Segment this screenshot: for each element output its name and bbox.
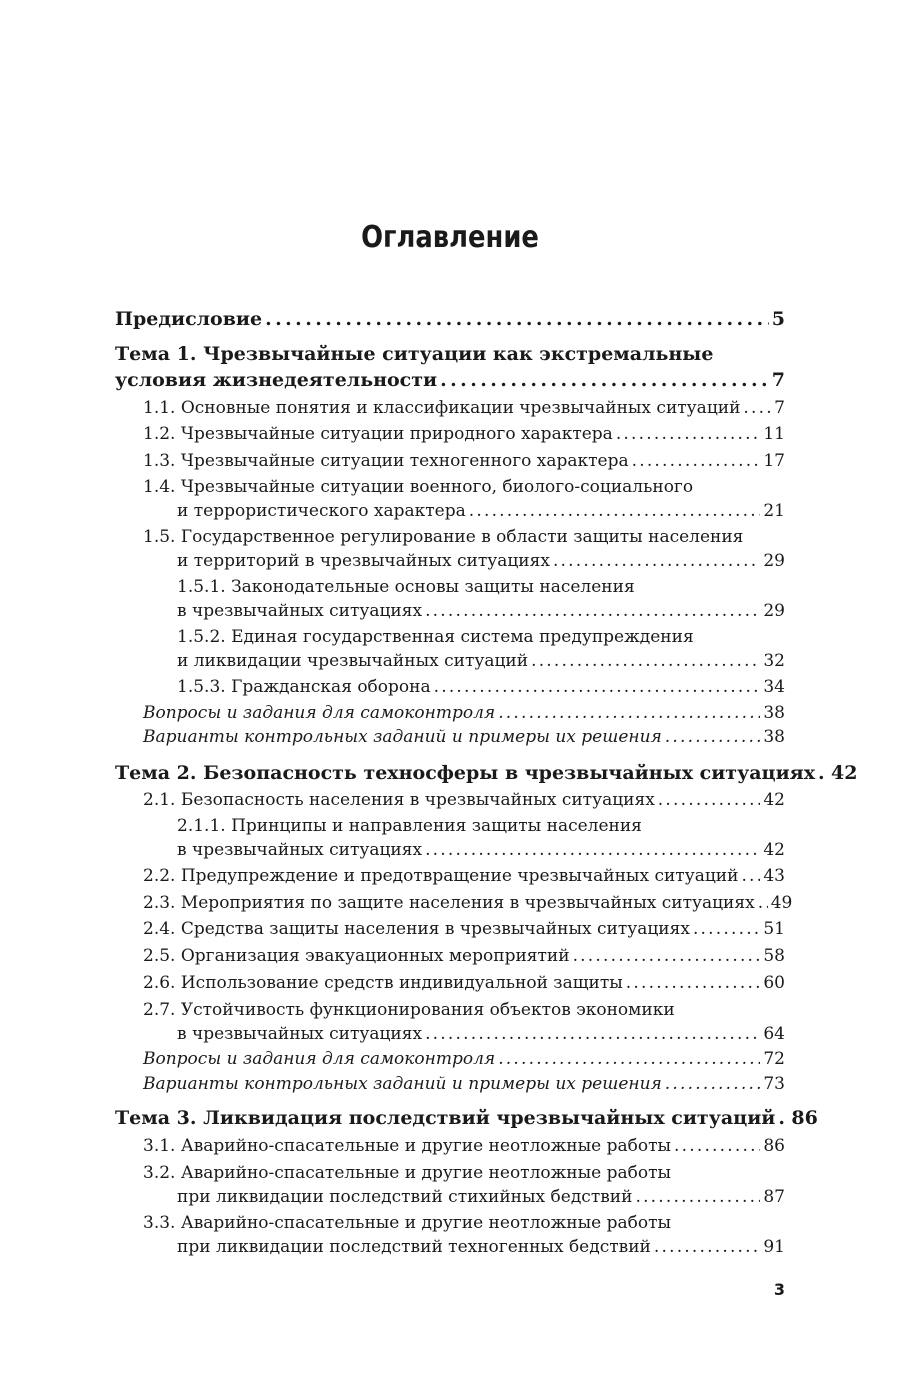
dot-leader [635, 1187, 760, 1207]
dot-leader [265, 308, 769, 330]
toc-entry-text: 1.2. Чрезвычайные ситуации природного характера [143, 424, 613, 444]
toc-page-number: 43 [763, 866, 785, 886]
toc-entry-topic-1[interactable] [115, 369, 785, 391]
toc-page-number: 58 [763, 946, 785, 966]
toc-entry-text: Вопросы и задания для самоконтроля [143, 703, 496, 723]
dot-leader [434, 677, 761, 697]
toc-entry-3-2[interactable] [177, 1187, 785, 1207]
dot-leader [498, 1049, 760, 1069]
toc-entry-text: условия жизнедеятельности [115, 369, 438, 391]
toc-page-number: 7 [771, 369, 785, 391]
toc-page-number: 60 [763, 973, 785, 993]
toc-entry-2-1[interactable] [143, 790, 785, 810]
dot-leader [758, 893, 768, 913]
toc-entry-variants-1[interactable] [143, 727, 785, 747]
toc-entry-text: в чрезвычайных ситуациях [177, 601, 423, 621]
toc-entry-line: 2.1.1. Принципы и направления защиты населения [177, 816, 642, 836]
toc-page-number: 38 [763, 703, 785, 723]
toc-page-number: 21 [763, 501, 785, 521]
toc-entry-2-2[interactable] [143, 866, 785, 886]
toc-entry-line: 3.2. Аварийно-спасательные и другие неотложные работы [143, 1163, 672, 1183]
dot-leader [469, 501, 761, 521]
dot-leader [440, 369, 769, 391]
toc-entry-2-6[interactable] [143, 973, 785, 993]
toc-entry-line: 3.3. Аварийно-спасательные и другие неотложные работы [143, 1213, 672, 1233]
toc-entry-line: 1.5.1. Законодательные основы защиты населения [177, 577, 635, 597]
toc-entry-text: Предисловие [115, 308, 263, 330]
toc-page-number: 73 [763, 1074, 785, 1094]
dot-leader [665, 727, 761, 747]
toc-entry-line: 2.7. Устойчивость функционирования объектов экономики [143, 1000, 675, 1020]
toc-page-number: 87 [763, 1187, 785, 1207]
toc-entry-text: 2.2. Предупреждение и предотвращение чрезвычайных ситуаций [143, 866, 739, 886]
toc-entry-text: 2.5. Организация эвакуационных мероприятий [143, 946, 570, 966]
toc-entry-text: Варианты контрольных заданий и примеры их решения [143, 727, 662, 747]
toc-entry-text: в чрезвычайных ситуациях [177, 1024, 423, 1044]
toc-entry-text: и территорий в чрезвычайных ситуациях [177, 551, 550, 571]
toc-entry-text: 2.3. Мероприятия по защите населения в чрезвычайных ситуациях [143, 893, 755, 913]
toc-entry-questions-1[interactable] [143, 703, 785, 723]
toc-entry-text: 1.3. Чрезвычайные ситуации техногенного характера [143, 451, 629, 471]
toc-page-number: 11 [763, 424, 785, 444]
toc-page-number: 5 [771, 308, 785, 330]
toc-page-number: 7 [774, 398, 785, 418]
toc-entry-text: и ликвидации чрезвычайных ситуаций [177, 651, 529, 671]
toc-page-number: 38 [763, 727, 785, 747]
dot-leader [425, 840, 760, 860]
dot-leader [741, 866, 760, 886]
dot-leader [674, 1136, 760, 1156]
toc-entry-3-1[interactable] [143, 1136, 785, 1156]
toc-entry-preface[interactable] [115, 308, 785, 330]
toc-entry-variants-2[interactable] [143, 1074, 785, 1094]
toc-entry-text: 2.6. Использование средств индивидуальной защиты [143, 973, 623, 993]
toc-page-number: 49 [770, 893, 793, 913]
toc-page-number: 51 [763, 919, 785, 939]
toc-entry-questions-2[interactable] [143, 1049, 785, 1069]
dot-leader [778, 1107, 788, 1129]
dot-leader [616, 424, 761, 444]
toc-page-number: 42 [763, 790, 785, 810]
dot-leader [498, 703, 760, 723]
toc-entry-line: Тема 1. Чрезвычайные ситуации как экстремальные [115, 343, 714, 365]
toc-entry-line: 1.5.2. Единая государственная система предупреждения [177, 627, 694, 647]
dot-leader [553, 551, 760, 571]
dot-leader [818, 762, 828, 784]
toc-page-number: 86 [763, 1136, 785, 1156]
toc-page-number: 42 [831, 762, 858, 784]
dot-leader [626, 973, 761, 993]
toc-page-number: 64 [763, 1024, 785, 1044]
toc-entry-text: 3.1. Аварийно-спасательные и другие неотложные работы [143, 1136, 672, 1156]
toc-entry-text: и террористического характера [177, 501, 466, 521]
dot-leader [743, 398, 771, 418]
toc-entry-line: 1.4. Чрезвычайные ситуации военного, биолого-социального [143, 477, 694, 497]
toc-entry-line: 1.5. Государственное регулирование в области защиты населения [143, 527, 744, 547]
toc-entry-text: Тема 2. Безопасность техносферы в чрезвычайных ситуациях [115, 762, 816, 784]
toc-entry-1-1[interactable] [143, 398, 785, 418]
dot-leader [693, 919, 760, 939]
toc-entry-text: 1.5.3. Гражданская оборона [177, 677, 431, 697]
dot-leader [425, 1024, 760, 1044]
toc-entry-2-7[interactable] [177, 1024, 785, 1044]
toc-entry-topic-2[interactable] [115, 762, 858, 784]
toc-entry-text: 1.1. Основные понятия и классификации чрезвычайных ситуаций [143, 398, 741, 418]
toc-page-number: 29 [763, 601, 785, 621]
toc-entry-1-4[interactable] [177, 501, 785, 521]
toc-entry-1-5[interactable] [177, 551, 785, 571]
dot-leader [665, 1074, 761, 1094]
toc-page-number: 72 [763, 1049, 785, 1069]
toc-entry-1-5-2[interactable] [177, 651, 785, 671]
toc-entry-text: при ликвидации последствий техногенных бедствий [177, 1237, 651, 1257]
toc-page-number: 29 [763, 551, 785, 571]
dot-leader [531, 651, 760, 671]
page-title: Оглавление [361, 220, 539, 255]
toc-entry-2-4[interactable] [143, 919, 785, 939]
toc-entry-2-5[interactable] [143, 946, 785, 966]
dot-leader [573, 946, 761, 966]
dot-leader [654, 1237, 760, 1257]
toc-entry-1-5-1[interactable] [177, 601, 785, 621]
toc-entry-text: Тема 3. Ликвидация последствий чрезвычайных ситуаций [115, 1107, 776, 1129]
dot-leader [658, 790, 761, 810]
toc-page-number: 86 [791, 1107, 818, 1129]
toc-page-number: 17 [763, 451, 785, 471]
toc-entry-text: при ликвидации последствий стихийных бедствий [177, 1187, 633, 1207]
toc-page-number: 34 [763, 677, 785, 697]
page-number: 3 [773, 1280, 785, 1299]
dot-leader [425, 601, 760, 621]
toc-entry-text: 2.1. Безопасность населения в чрезвычайных ситуациях [143, 790, 655, 810]
toc-page-number: 32 [763, 651, 785, 671]
toc-entry-3-3[interactable] [177, 1237, 785, 1257]
toc-page-number: 91 [763, 1237, 785, 1257]
toc-entry-text: 2.4. Средства защиты населения в чрезвычайных ситуациях [143, 919, 690, 939]
toc-entry-2-3[interactable] [143, 893, 793, 913]
dot-leader [632, 451, 761, 471]
toc-page-number: 42 [763, 840, 785, 860]
toc-entry-1-5-3[interactable] [177, 677, 785, 697]
toc-entry-1-2[interactable] [143, 424, 785, 444]
toc-entry-text: в чрезвычайных ситуациях [177, 840, 423, 860]
toc-entry-2-1-1[interactable] [177, 840, 785, 860]
toc-entry-text: Вопросы и задания для самоконтроля [143, 1049, 496, 1069]
toc-entry-1-3[interactable] [143, 451, 785, 471]
toc-entry-text: Варианты контрольных заданий и примеры их решения [143, 1074, 662, 1094]
toc-entry-topic-3[interactable] [115, 1107, 818, 1129]
